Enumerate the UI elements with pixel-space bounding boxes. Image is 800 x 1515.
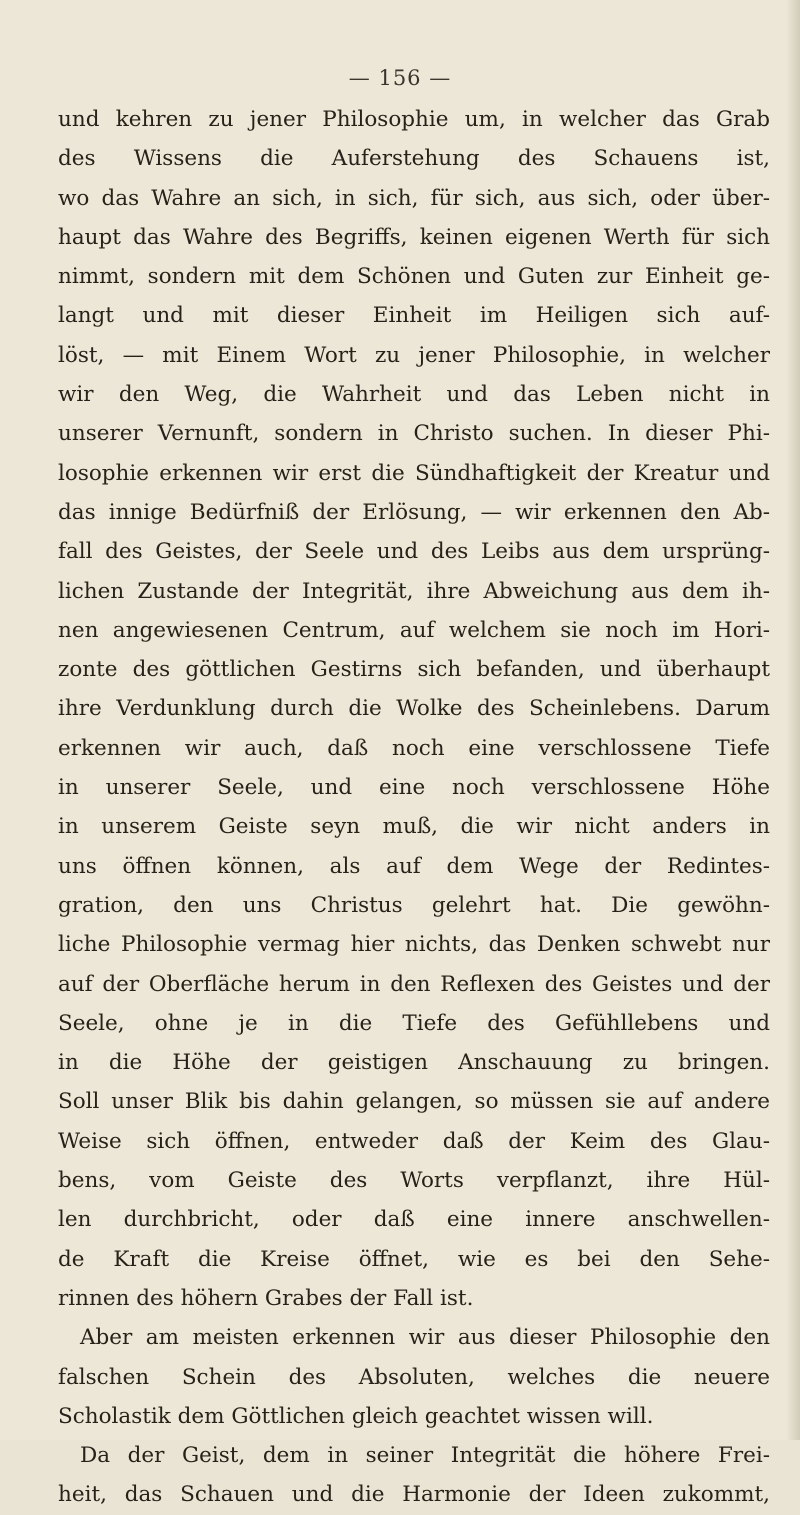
text-line: löst, — mit Einem Wort zu jener Philosophie, in welcher [58, 342, 770, 368]
text-line: auf der Oberfläche herum in den Reflexen des Geistes und der [58, 971, 770, 997]
text-line: rinnen des höhern Grabes der Fall ist. [58, 1285, 474, 1311]
text-line: Soll unser Blik bis dahin gelangen, so müssen sie auf andere [58, 1089, 770, 1115]
text-line: fall des Geistes, der Seele und des Leibs aus dem ursprüng- [58, 539, 770, 565]
text-line: wir den Weg, die Wahrheit und das Leben nicht in [58, 382, 770, 408]
text-line: wo das Wahre an sich, in sich, für sich, aus sich, oder über- [58, 185, 770, 211]
text-line: nimmt, sondern mit dem Schönen und Guten zur Einheit ge- [58, 264, 770, 290]
text-line: Scholastik dem Göttlichen gleich geachtet wissen will. [58, 1403, 654, 1429]
text-line: heit, das Schauen und die Harmonie der Ideen zukommt, [58, 1482, 770, 1508]
text-line: haupt das Wahre des Begriffs, keinen eigenen Werth für sich [58, 224, 770, 250]
text-line: Seele, ohne je in die Tiefe des Gefühllebens und [58, 1010, 770, 1036]
text-line: falschen Schein des Absoluten, welches die neuere [58, 1364, 770, 1390]
text-line: Weise sich öffnen, entweder daß der Keim des Glau- [58, 1128, 770, 1154]
text-line: zonte des göttlichen Gestirns sich befanden, und überhaupt [58, 657, 770, 683]
text-line: gration, den uns Christus gelehrt hat. Die gewöhn- [58, 892, 770, 918]
text-line: bens, vom Geiste des Worts verpflanzt, ihre Hül- [58, 1168, 770, 1194]
text-line: Aber am meisten erkennen wir aus dieser Philosophie den [80, 1325, 770, 1351]
text-line: und kehren zu jener Philosophie um, in welcher das Grab [58, 107, 770, 132]
text-line: des Wissens die Auferstehung des Schauens ist, [58, 146, 770, 172]
text-line: nen angewiesenen Centrum, auf welchem sie noch im Hori- [58, 617, 770, 643]
text-line: langt und mit dieser Einheit im Heiligen sich auf- [58, 303, 770, 329]
page-edge-shadow [786, 0, 800, 1440]
text-line: erkennen wir auch, daß noch eine verschlossene Tiefe [58, 735, 770, 761]
text-line: de Kraft die Kreise öffnet, wie es bei den Sehe- [58, 1246, 770, 1272]
text-line: len durchbricht, oder daß eine innere anschwellen- [58, 1207, 770, 1233]
text-line: liche Philosophie vermag hier nichts, das Denken schwebt nur [58, 932, 770, 958]
text-line: lichen Zustande der Integrität, ihre Abweichung aus dem ih- [58, 578, 770, 604]
text-line: das innige Bedürfniß der Erlösung, — wir erkennen den Ab- [58, 499, 770, 525]
page-number-header: — 156 — [348, 66, 452, 90]
text-line: in unserer Seele, und eine noch verschlossene Höhe [58, 775, 770, 801]
text-line: in die Höhe der geistigen Anschauung zu bringen. [58, 1050, 770, 1076]
text-line: uns öffnen können, als auf dem Wege der Redintes- [58, 853, 770, 879]
text-line: ihre Verdunklung durch die Wolke des Scheinlebens. Darum [58, 696, 770, 722]
text-line: Da der Geist, dem in seiner Integrität die höhere Frei- [80, 1443, 770, 1469]
body-text [58, 100, 770, 1515]
text-line: losophie erkennen wir erst die Sündhaftigkeit der Kreatur und [58, 460, 770, 486]
text-line: unserer Vernunft, sondern in Christo suchen. In dieser Phi- [58, 421, 770, 447]
text-line: in unserem Geiste seyn muß, die wir nicht anders in [58, 814, 770, 840]
